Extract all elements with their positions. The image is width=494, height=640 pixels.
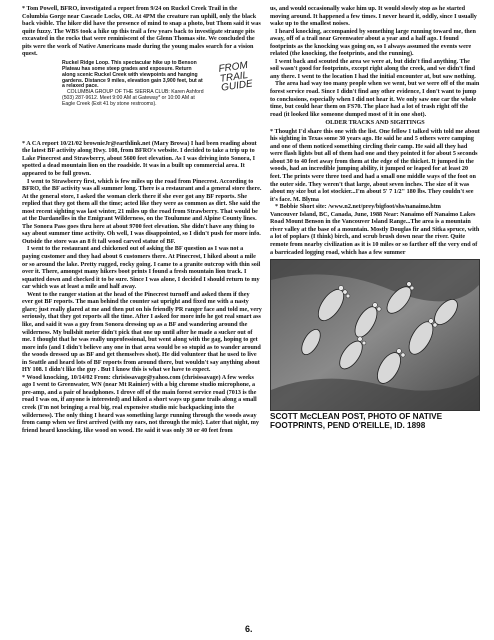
crowded-area-paragraph: The area had way too many people when we went, but we were off of the main forest service road. Since I didn't find any other evidence, I don't want to jump to conclusions, especially when I did not hear it. We only saw one car the whole time, but could hear them on FS70. The place had a lot of trash right off the road (it looked like someone dumped most of it in one shot). [270, 81, 480, 118]
footprints-photo-image [271, 260, 479, 410]
knocking-continued: us, and would occasionally wake him up. It would slowly stop as he started moving around. It happened a few times. I never heard it, oddly, since I usually wake up to the smallest noises. [270, 6, 477, 28]
texas-sighting-paragraph: * Thought I'd share this one with the list. One fellow I talked with told me about his sighting in Texas some 30 years ago. He said he and 5 others were camping and one of them noticed something circling their camp. He said all they had were flash lights but all of them had one and they pointed it for about 5 seconds about 30 to 40 feet away from them at the edge of the thicket. It jumped in the woods, had an incredible jumping ability, it jumped or leaped for at least 20 feet. The prints were three toed and had a small one middle ways of the foot on the outer side. They weren't that large, about seven inches. The size of it was about my size but a lot stockier...I'm about 5' 7 1/2" 180 lbs. They couldn't see it's face. M. Blyma [270, 128, 480, 203]
ruckel-creek-report: * Tom Powell, BFRO, investigated a report from 9/24 on Ruckel Creek Trail in the Columbia Gorge near Cascade Locks, OR. At 4PM the creature ran uphill, only the black back visible. The hiker did have the presence of mind to snap a photo, but Thom said it was quite fuzzy. The WBS took a hike up this trail a few years back to investigate strange pits excavated in the rocks that were reminiscent of the Glenn Thomas site. We concluded the pits were the work of Native Americans made during the young males search for a vision quest. [22, 6, 261, 58]
footprints-photo [270, 259, 480, 411]
trail-guide-clipping [62, 61, 204, 108]
ca-report-intro: * A CA report 10/21/02 brownieJr@earthlink.net (Mary Browa) I had been reading about the latest BF activity along Hwy. 108, from BFRO's website. I decided to take a trip up to Lake Pinecrest and Strawberry, about 5600 feet elevation. As I was driving into Sonora, I spotted a dead mountain lion on the roadside. It was in a built up commercial area. It appeared to be full grown. [22, 140, 257, 178]
clipping-description: Ruckel Ridge Loop. This spectacular hike up to Benson Plateau has some steep grades and exposure. Return along scenic Ruckel Creek with viewpoints and hanging gardens. Distance 9 miles, elevation gain 3,900 feet, but at a relaxed pace. [62, 59, 203, 90]
bobbie-short-site: * Bobbie Short site: /www.n2.net/prey/bigfoot/shs/nanaimo.htm [275, 204, 441, 211]
clipping-contact: COLUMBIA GROUP OF THE SIERRA CLUB: Karen Ashford (503) 287-9612. Meet 9:00 AM at Gateway* or 10:00 AM at Eagle Creek (Exit 41 by stone restrooms). [62, 89, 204, 108]
scouting-paragraph: I went back and scouted the area we were at, but didn't find anything. The soil wasn't good for footprints, except right along the creek, and we didn't find any there. I went to the location I had the initial encounter at, but saw nothing. [270, 58, 476, 80]
strawberry-paragraph: I went to Strawberry first, which is few miles up the road from Pinecrest. According to BFRO, the BF activity was all summer long. There is a restaurant and a general store there. At the general store, I asked the woman clerk there if she ever got any BF reports. She replied that they got them all the time; acted like they were as common as dirt. She said the most recent sighting was last winter, 21 miles up the road from Strawberry. That would be at the Dardanelles in the Emigrant Wilderness, on the Toulumne and Alpine County lines. The Sonora Pass goes thru here at about 9700 feet elevation. She didn't have any thing to say about summer time activity. Oh well, I was disappointed, so I didn't push for more info. Outside the store was an 8 ft tall wood carved statue of BF. [22, 178, 262, 245]
wood-knocking-report: * Wood knocking, 10/14/02 From: chrisissavage@yahoo.com (chrisissavage) A few weeks ago I went to Greenwater, WN (near Mt Rainier) with a big chrome studio microphone, a pre-amp, and a pair of headphones. I drove off of the main forest service road (7013 is the road I was on, if anyone is interested) and hiked a short ways up game trails along a small creek (I'm not bringing a real big, real expensive studio mic backpacking into the wilderness). The only thing I heard was something large running through the woods away from camp when we first arrived (with my ears, not through the mic). Later that night, my friend heard knocking, like wood on wood. He said it was only 30 or 40 feet from [22, 374, 259, 434]
right-column [270, 6, 480, 431]
trail-guide-clipping-area [22, 61, 262, 139]
vancouver-island-report: Vancouver Island, BC, Canada, June, 1988 Near: Nanaimo off Nanaimo Lakes Road Mount Benson in the Vancouver Island Range...The area is a mountain river valley at the base of a mountain. Mostly Douglas fir and Sitka spruce, with a lot of poplars (I think) birch, and scrub brush down near the river. Quite remote from nearby civilization as it is 10 miles or so farther off the very end of a barricaded logging road, which has a few summer [270, 211, 480, 256]
section-heading: OLDER TRACKS AND SIGHTINGS [325, 120, 425, 127]
greenwater-knocking-paragraph: I heard knocking, accompanied by something large running toward me, then away, off of a trail near Greenwater about a year and a half ago. I found footprints as the knocking was going on, so I always assumed the events were related (the knocking, the footprints, and the running). [270, 28, 476, 58]
page-number: 6. [245, 624, 253, 634]
pinecrest-paragraph: I went to the restaurant and chickened out of asking the BF question as I was not a paying customer and they had about 6 customers there. At Pinecrest, I hiked about a mile or so around the lake. Pretty rugged, rocky going. I came to a granite outcrop with thin soil over it. There, amongst many hikers boot prints I found a fresh mountain lion track. I squatted down and checked it to be sure. Since I was alone, I decided I should return to my car which was at least a mile and half away. [22, 246, 261, 291]
handwritten-note: FROM TRAIL GUIDE [217, 59, 254, 94]
ranger-station-paragraph: Went to the ranger station at the head of the Pinecrest turnoff and asked them if they ever got BF reports. The man behind the counter sat upright and fixed me with a nasty glare; just really glared at me and then put on his friendly PR ranger face and told me, very seriously, that they got reports all the time. After I asked for more info he got real smart ass like, and said it was a guy from Sonora dressing up as a BF and wandering around the wilderness. My bullshit meter didn't pick that one up until after he made a sucker out of me. I thought that he was really unprofessional, but went along with the gag, hoping to get more info (and I didn't believe any one in that area would be so stupid as to wander around the woods dressed up as BF and get themselves shot). He did volunteer that he used to live in Seattle and heard lots of BF reports from around there, but wouldn't say anything about HY 108. I didn't like the guy . But I know this is what we have to expect. [22, 291, 262, 374]
photo-caption: SCOTT McCLEAN POST, PHOTO OF NATIVE FOOTPRINTS, PEND O'REILLE, ID. 1898 [270, 412, 443, 431]
left-column [22, 6, 262, 435]
